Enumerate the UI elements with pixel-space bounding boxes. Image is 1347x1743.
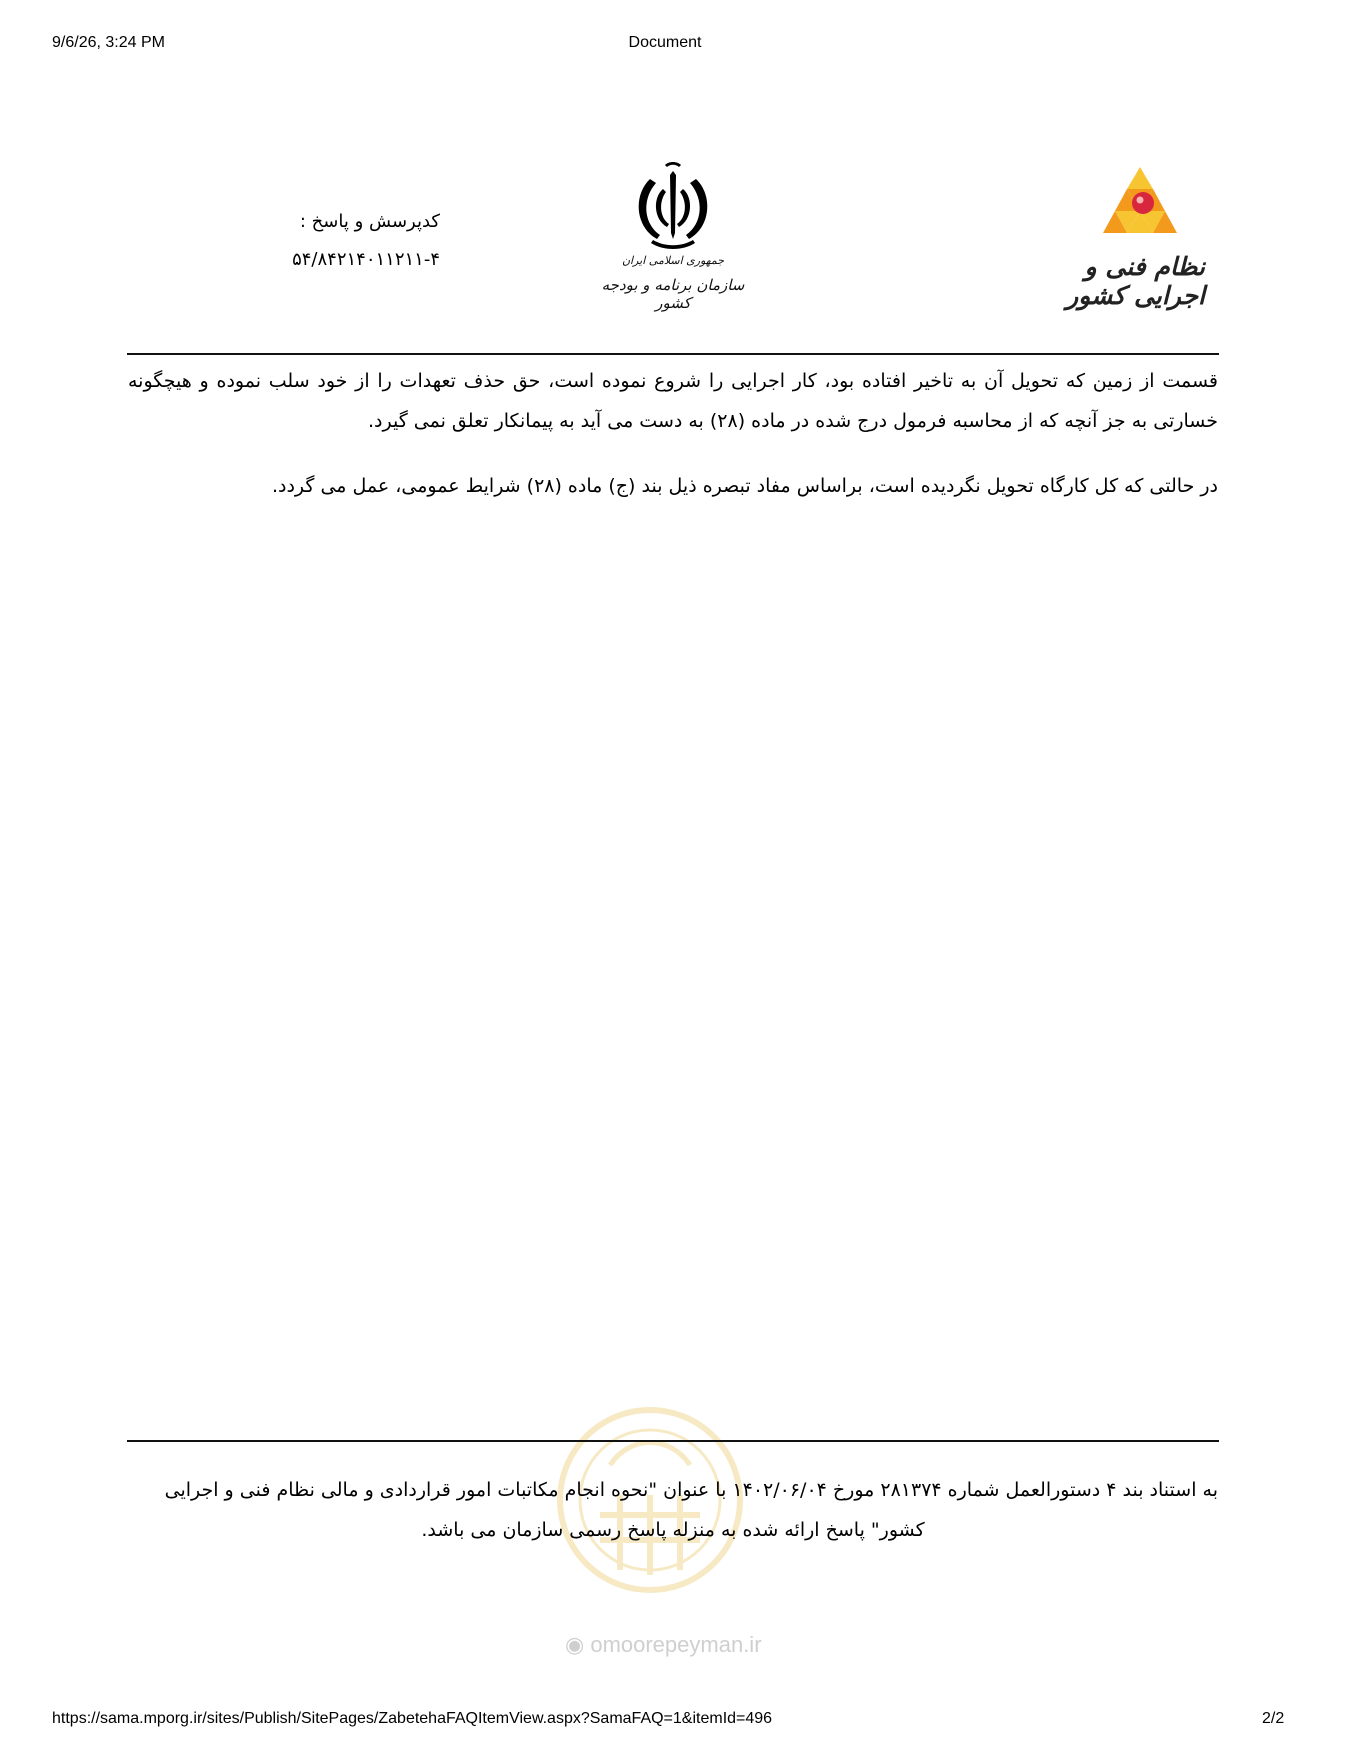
emblem-caption-organization: سازمان برنامه و بودجه کشور [601,276,745,312]
footer-note [128,1470,1218,1550]
question-code-label: کدپرسش و پاسخ : [299,211,440,232]
print-url: https://sama.mporg.ir/sites/Publish/SitePages/ZabetehaFAQItemView.aspx?SamaFAQ=1&itemId=496 [52,1710,773,1727]
body-paragraph-2: در حالتی که کل کارگاه تحویل نگردیده است، براساس مفاد تبصره ذیل بند (ج) ماده (۲۸) شرایط عمومی، عمل می گردد. [271,475,1218,497]
iran-emblem-icon [623,161,723,253]
body-paragraph-1: قسمت از زمین که تحویل آن به تاخیر افتاده بود، کار اجرایی را شروع نموده است، حق حذف تعهدات را از خود سلب نموده و هیچگونه خسارتی به جز آنچه که از محاسبه فرمول درج شده در ماده (۲۸) به دست می آید به پیمانکار تعلق نمی گیرد. [128,370,1218,432]
watermark-globe-icon: ◉ [565,1632,585,1657]
footer-note-line-1: به استناد بند ۴ دستورالعمل شماره ۲۸۱۳۷۴ مورخ ۱۴۰۲/۰۶/۰۴ با عنوان "نحوه انجام مکاتبات امور قراردادی و مالی نظام فنی و اجرایی [164,1479,1218,1501]
footer-note-line-2: کشور" پاسخ ارائه شده به منزله پاسخ رسمی سازمان می باشد. [421,1519,925,1541]
header-divider [127,353,1219,355]
emblem-caption-country: جمهوری اسلامی ایران [621,254,725,267]
question-code-block [230,203,440,279]
print-datetime: 9/6/26, 3:24 PM [52,34,165,51]
print-page-number: 2/2 [1262,1710,1285,1727]
footer-divider [127,1440,1219,1442]
technical-system-logo-text: نظام فنی و اجرایی کشور [1066,252,1205,310]
watermark-text [565,1632,762,1658]
watermark-site: omoorepeyman.ir [590,1632,762,1657]
print-title: Document [628,34,702,51]
question-code-value: ۵۴/۸۴۲۱۴۰۱۱۲۱۱-۴ [292,249,440,270]
technical-system-logo-icon [1095,165,1185,245]
